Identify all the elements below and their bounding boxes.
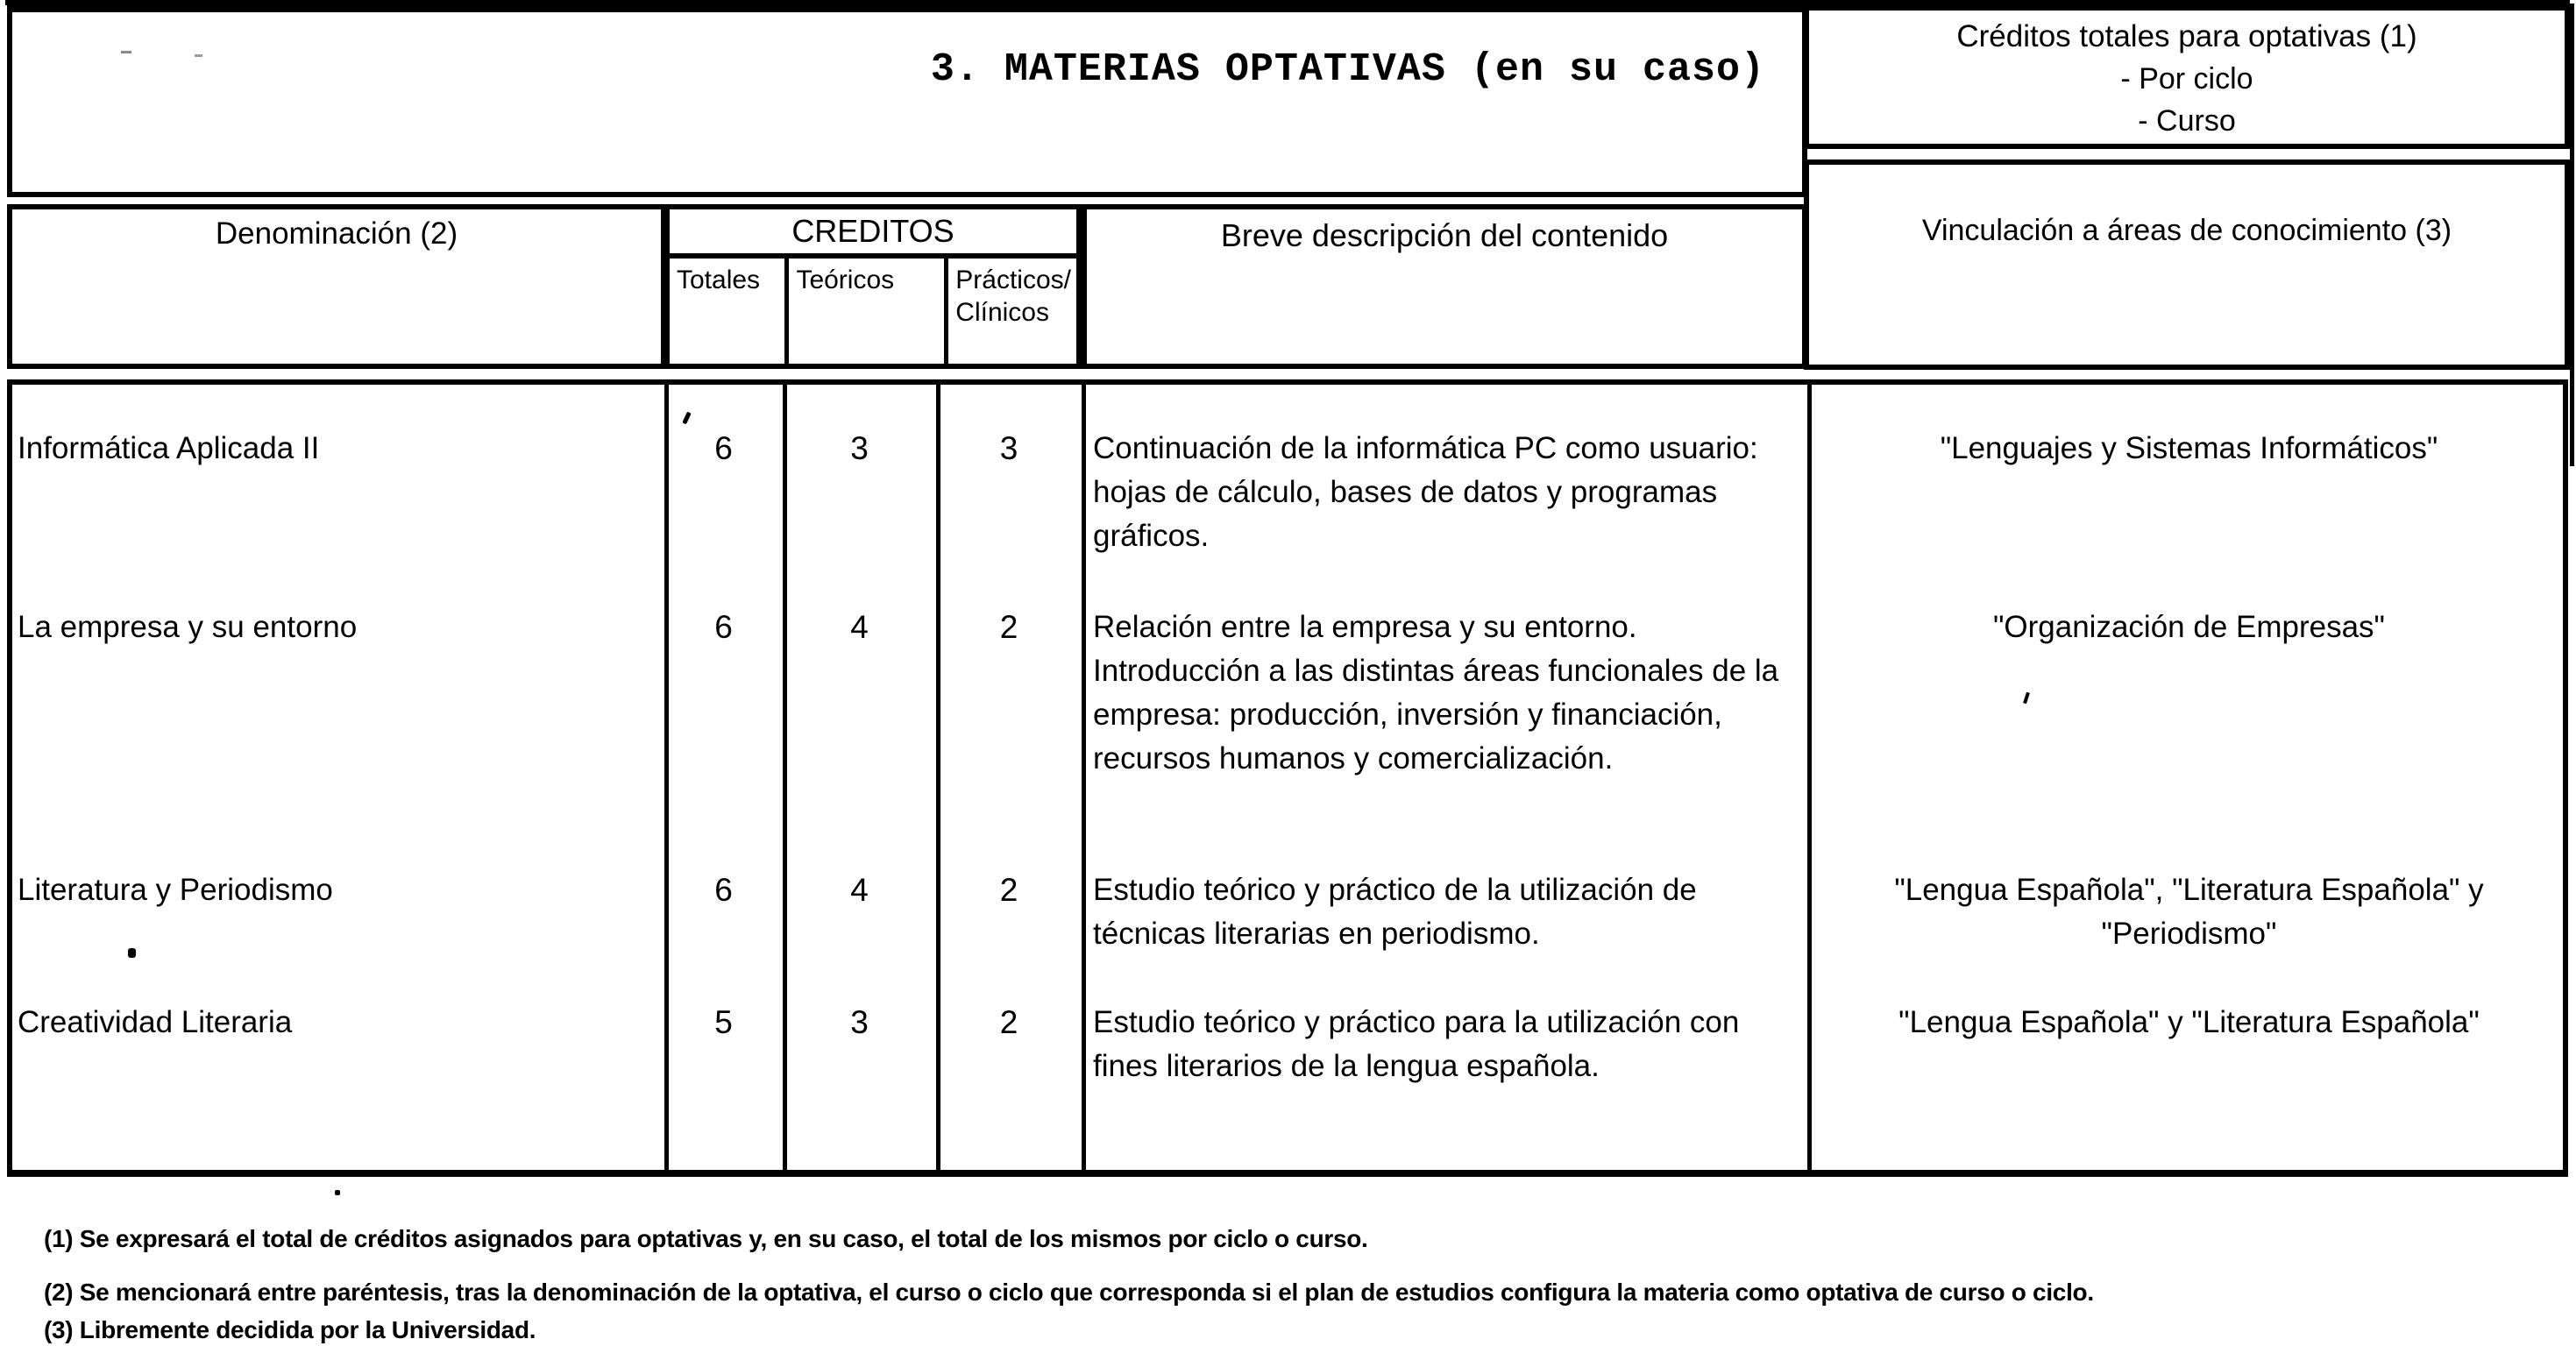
creditos-subheaders <box>670 259 1076 367</box>
cell-denominacion: Literatura y Periodismo <box>18 873 333 907</box>
header-creditos: CREDITOS <box>670 209 1076 259</box>
cell-descripcion: Continuación de la informática PC como usuario: hojas de cálculo, bases de datos y programas gráficos. <box>1093 431 1758 553</box>
column-divider <box>936 385 940 1170</box>
cell-creditos-totales: 6 <box>714 609 733 645</box>
header-creditos-group <box>664 204 1082 369</box>
cell-denominacion: Creatividad Literaria <box>18 1005 293 1039</box>
cell-creditos-teoricos: 3 <box>850 1004 869 1040</box>
cell-vinculacion: "Lenguajes y Sistemas Informáticos" <box>1940 431 2438 465</box>
cell-creditos-practicos: 2 <box>999 1004 1018 1040</box>
cell-vinculacion: "Lengua Española", "Literatura Española" y "Periodismo" <box>1894 873 2484 951</box>
cell-creditos-teoricos: 4 <box>850 872 869 908</box>
cell-vinculacion: "Lengua Española" y "Literatura Española" <box>1898 1005 2480 1039</box>
curso-label: - Curso <box>2138 104 2236 138</box>
footnote-2: (2) Se mencionará entre paréntesis, tras la denominación de la optativa, el curso o ciclo que corresponda si el plan de estudios configura la materia como optativa de curso o ciclo. <box>44 1279 2094 1306</box>
por-ciclo-label: - Por ciclo <box>2120 62 2253 96</box>
header-practicos-clinicos: Prácticos/ Clínicos <box>955 266 1071 327</box>
section-title: 3. MATERIAS OPTATIVAS (en su caso) <box>930 47 1765 92</box>
cell-creditos-totales: 6 <box>714 430 733 466</box>
cell-denominacion: La empresa y su entorno <box>18 610 358 644</box>
creditos-totales-box <box>1804 5 2570 149</box>
scan-artifact <box>335 1190 340 1195</box>
header-descripcion: Breve descripción del contenido <box>1082 204 1807 369</box>
column-divider <box>1807 385 1812 1170</box>
header-denominacion: Denominación (2) <box>7 204 666 369</box>
header-vinculacion: Vinculación a áreas de conocimiento (3) <box>1804 159 2570 370</box>
column-divider <box>664 385 669 1170</box>
scan-artifact <box>195 54 202 57</box>
cell-creditos-teoricos: 4 <box>850 609 869 645</box>
cell-creditos-teoricos: 3 <box>850 430 869 466</box>
cell-creditos-practicos: 3 <box>999 430 1018 466</box>
scan-artifact <box>121 51 131 53</box>
scan-artifact <box>128 948 136 958</box>
cell-creditos-totales: 5 <box>714 1004 733 1040</box>
footnote-1: (1) Se expresará el total de créditos asignados para optativas y, en su caso, el total de los mismos por ciclo o curso. <box>44 1225 1368 1252</box>
scan-right-edge <box>2570 4 2574 466</box>
cell-descripcion: Estudio teórico y práctico para la utilización con fines literarios de la lengua española. <box>1093 1005 1740 1083</box>
cell-descripcion: Relación entre la empresa y su entorno. Introducción a las distintas áreas funcionales de la empresa: producción, inversión y financiación, recursos humanos y comercialización. <box>1093 610 1779 776</box>
column-divider <box>1082 385 1086 1170</box>
cell-denominacion: Informática Aplicada II <box>18 431 320 465</box>
creditos-totales-label: Créditos totales para optativas (1) <box>1956 19 2417 53</box>
section-title-box <box>7 5 1807 197</box>
header-teoricos: Teóricos <box>789 259 948 367</box>
footnote-3: (3) Libremente decidida por la Universidad. <box>44 1316 536 1343</box>
cell-creditos-totales: 6 <box>714 872 733 908</box>
header-totales: Totales <box>670 259 789 367</box>
cell-descripcion: Estudio teórico y práctico de la utilización de técnicas literarias en periodismo. <box>1093 873 1697 951</box>
cell-creditos-practicos: 2 <box>999 872 1018 908</box>
cell-creditos-practicos: 2 <box>999 609 1018 645</box>
column-divider <box>783 385 787 1170</box>
table-body <box>7 379 2568 1177</box>
cell-vinculacion: "Organización de Empresas" <box>1992 610 2385 644</box>
